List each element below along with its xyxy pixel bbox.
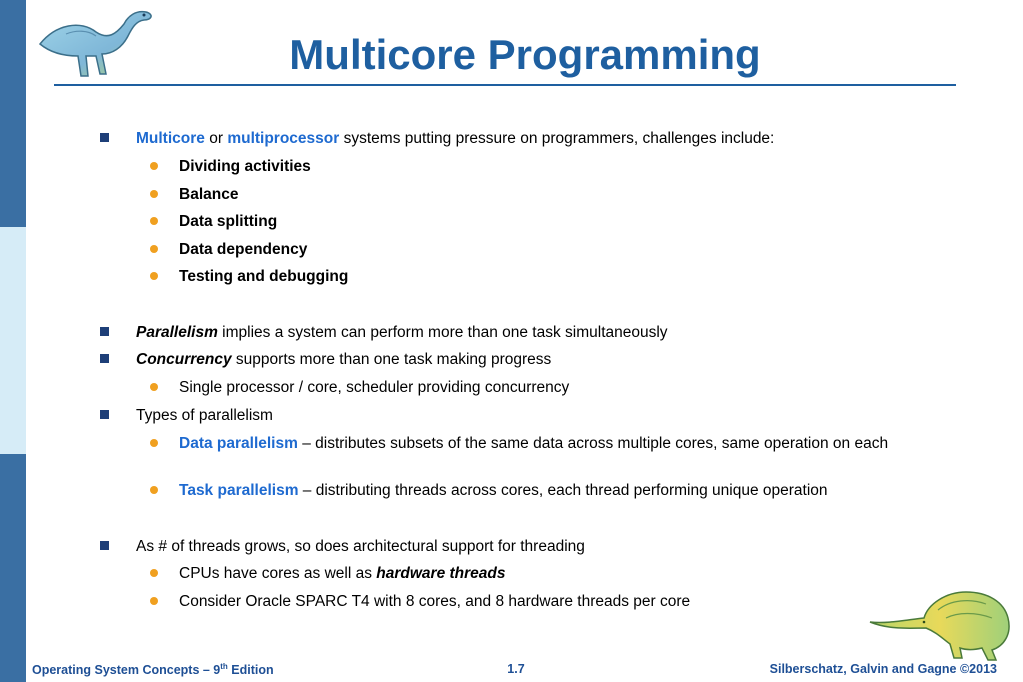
round-bullet-icon [150,217,158,225]
list-item-data-parallelism [179,434,939,453]
keyword-multicore: Multicore [136,130,205,147]
keyword-task-parallelism: Task parallelism [179,482,299,499]
round-bullet-icon [150,272,158,280]
round-bullet-icon [150,597,158,605]
footer [26,656,1023,682]
square-bullet-icon [100,133,109,142]
page-title: Multicore Programming [289,31,761,78]
dinosaur-illustration-icon [866,584,1016,664]
round-bullet-icon [150,245,158,253]
square-bullet-icon [100,541,109,550]
list-item-cpus [179,564,506,583]
round-bullet-icon [150,190,158,198]
footer-page-number: 1.7 [507,662,525,676]
round-bullet-icon [150,383,158,391]
bullet-text: – distributing threads across cores, each thread performing unique operation [298,482,828,499]
bullet-text: implies a system can perform more than one task simultaneously [217,324,668,341]
square-bullet-icon [100,354,109,363]
bullet-threads-grows: As # of threads grows, so does architectural support for threading [136,538,585,555]
bullet-types-of-parallelism: Types of parallelism [136,407,273,424]
square-bullet-icon [100,327,109,336]
term-concurrency: Concurrency [136,351,232,368]
sidebar-band-dark [0,454,26,682]
bullet-multicore [136,129,774,148]
round-bullet-icon [150,486,158,494]
round-bullet-icon [150,439,158,447]
list-item-task-parallelism [179,481,828,500]
bullet-text: – distributes subsets of the same data across multiple cores, same operation on each [297,435,889,452]
sidebar-stripe [0,0,26,682]
list-item: Data splitting [179,213,278,230]
term-parallelism: Parallelism [136,324,218,341]
round-bullet-icon [150,162,158,170]
sidebar-band-light [0,227,26,454]
square-bullet-icon [100,410,109,419]
list-item: Dividing activities [179,158,311,175]
footer-copyright: Silberschatz, Galvin and Gagne ©2013 [769,662,997,676]
bullet-text: systems putting pressure on programmers, challenges include: [339,130,775,147]
keyword-data-parallelism: Data parallelism [179,435,298,452]
list-item-sparc: Consider Oracle SPARC T4 with 8 cores, and 8 hardware threads per core [179,593,691,610]
footer-edition-suffix: th [220,662,228,671]
bullet-text: CPUs have cores as well as [179,565,377,582]
list-item: Single processor / core, scheduler providing concurrency [179,379,570,396]
bullet-text: or [204,130,228,147]
footer-book-name: Operating System Concepts – 9 [32,663,221,678]
footer-edition-label: Edition [227,663,274,678]
bullet-concurrency [136,350,551,369]
list-item: Data dependency [179,241,308,258]
term-hardware-threads: hardware threads [376,565,506,582]
footer-book-title [32,662,274,677]
dinosaur-logo-icon [36,4,156,84]
list-item: Balance [179,186,239,203]
round-bullet-icon [150,569,158,577]
list-item: Testing and debugging [179,268,349,285]
bullet-text: supports more than one task making progress [231,351,552,368]
title-divider [54,84,956,86]
sidebar-band-dark [0,0,26,227]
bullet-parallelism [136,323,668,342]
keyword-multiprocessor: multiprocessor [227,130,340,147]
